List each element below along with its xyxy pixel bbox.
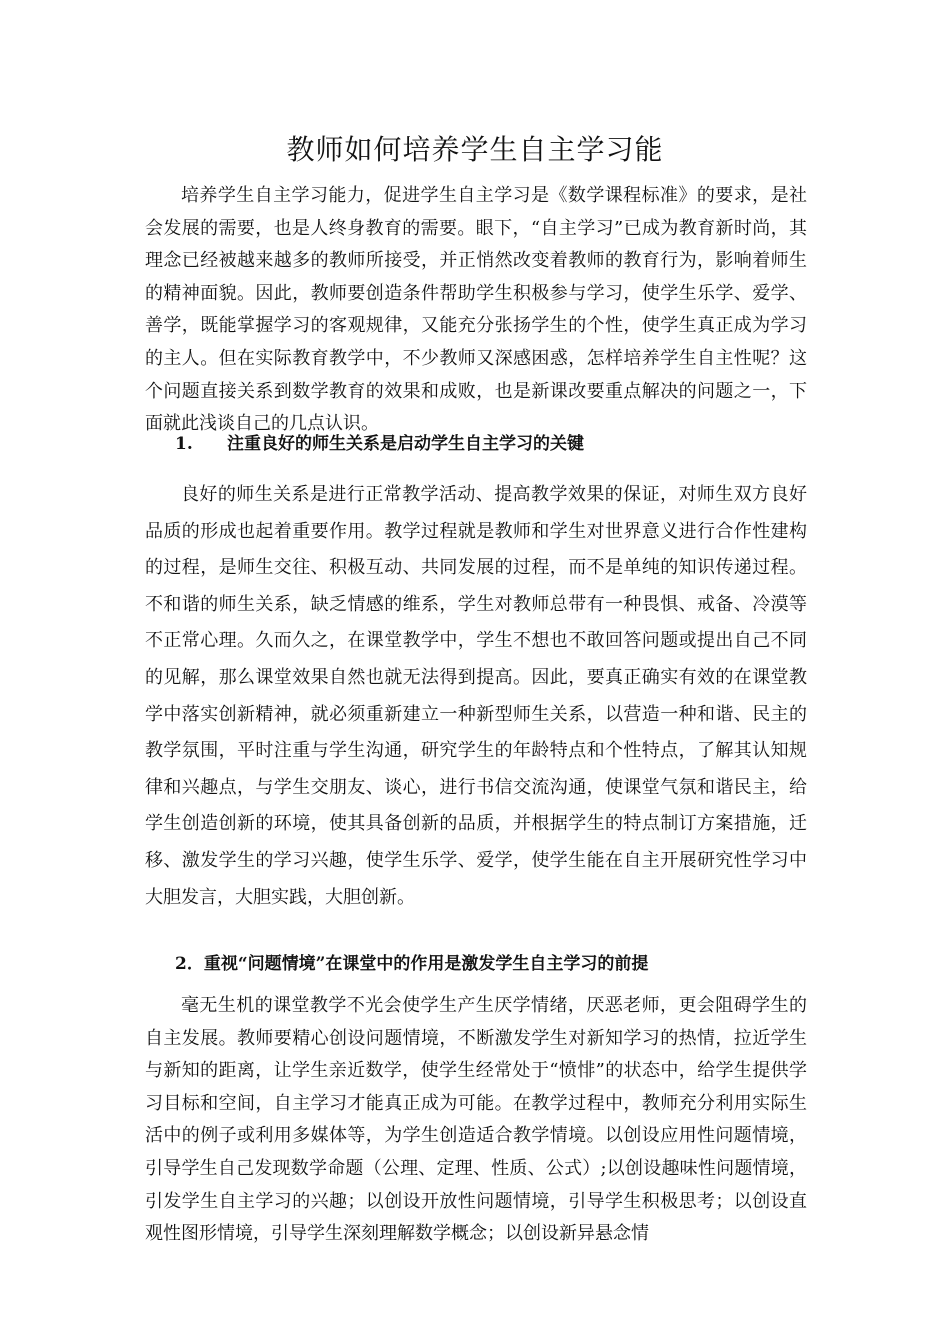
section-1-heading [175,431,584,457]
intro-paragraph: 培养学生自主学习能力，促进学生自主学习是《数学课程标准》的要求，是社会发展的需要，也是人终身教育的需要。眼下，“自主学习”已成为教育新时尚，其理念已经被越来越多的教师所接受，并正悄然改变着教师的教育行为，影响着师生的精神面貌。因此，教师要创造条件帮助学生积极参与学习，使学生乐学、爱学、善学，既能掌握学习的客观规律，又能充分张扬学生的个性，使学生真正成为学习的主人。但在实际教育教学中，不少教师又深感困惑，怎样培养学生自主性呢？这个问题直接关系到数学教育的效果和成败，也是新课改要重点解决的问题之一，下面就此浅谈自己的几点认识。 [145,185,807,435]
section-1-heading-text: 注重良好的师生关系是启动学生自主学习的关键 [227,434,584,454]
section-1-number: 1. [175,434,193,454]
document-title: 教师如何培养学生自主学习能 [286,133,664,166]
section-1-paragraph: 良好的师生关系是进行正常教学活动、提高教学效果的保证，对师生双方良好品质的形成也起着重要作用。教学过程就是教师和学生对世界意义进行合作性建构的过程，是师生交往、积极互动、共同发展的过程，而不是单纯的知识传递过程。不和谐的师生关系，缺乏情感的维系，学生对教师总带有一种畏惧、戒备、冷漠等不正常心理。久而久之，在课堂教学中，学生不想也不敢回答问题或提出自己不同的见解，那么课堂效果自然也就无法得到提高。因此，要真正确实有效的在课堂教学中落实创新精神，就必须重新建立一种新型师生关系，以营造一种和谐、民主的教学氛围，平时注重与学生沟通，研究学生的年龄特点和个性特点，了解其认知规律和兴趣点，与学生交朋友、谈心，进行书信交流沟通，使课堂气氛和谐民主，给学生创造创新的环境，使其具备创新的品质，并根据学生的特点制订方案措施，迁移、激发学生的学习兴趣，使学生乐学、爱学，使学生能在自主开展研究性学习中大胆发言，大胆实践，大胆创新。 [145,484,807,908]
section-2-heading: 2．重视“问题情境”在课堂中的作用是激发学生自主学习的前提 [175,954,649,974]
section-2-paragraph: 毫无生机的课堂教学不光会使学生产生厌学情绪，厌恶老师，更会阻碍学生的自主发展。教师要精心创设问题情境，不断激发学生对新知学习的热情，拉近学生与新知的距离，让学生亲近数学，使学生经常处于“愤悱”的状态中，给学生提供学习目标和空间，自主学习才能真正成为可能。在教学过程中，教师充分利用实际生活中的例子或利用多媒体等，为学生创造适合教学情境。以创设应用性问题情境，引导学生自己发现数学命题（公理、定理、性质、公式）;以创设趣味性问题情境，引发学生自主学习的兴趣；以创设开放性问题情境，引导学生积极思考；以创设直观性图形情境，引导学生深刻理解数学概念；以创设新异悬念情 [145,995,807,1245]
